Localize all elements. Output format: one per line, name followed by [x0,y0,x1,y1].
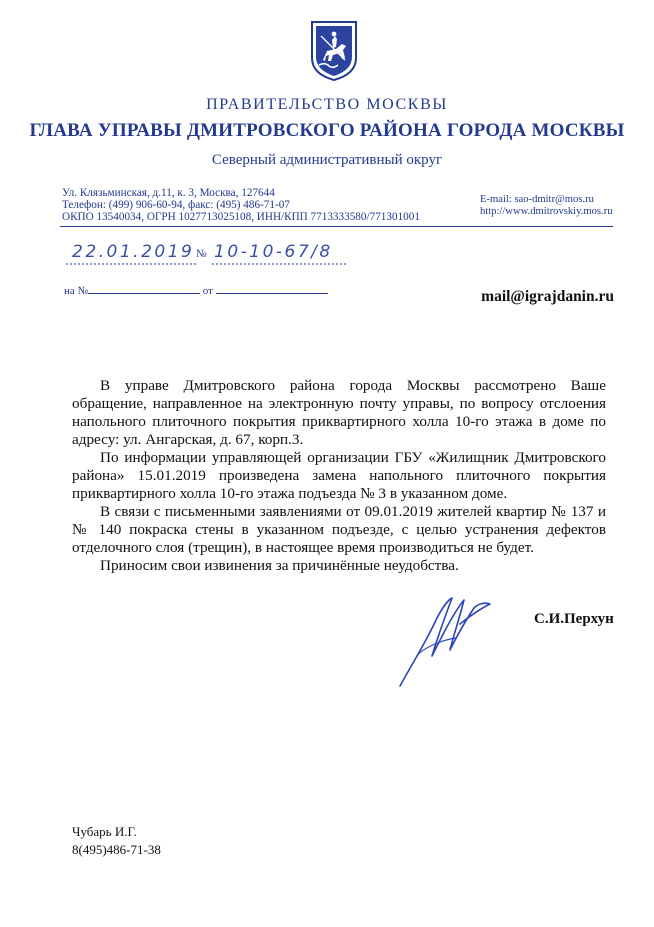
head-of-council-title: ГЛАВА УПРАВЫ ДМИТРОВСКОГО РАЙОНА ГОРОДА МОСКВЫ [29,120,625,141]
reply-date-blank [216,283,328,294]
government-title: ПРАВИТЕЛЬСТВО МОСКВЫ [206,96,448,113]
reply-number-label: на № [64,285,89,297]
body-paragraph: Приносим свои извинения за причинённые неудобства. [100,557,459,574]
moscow-coat-of-arms-icon [309,20,359,82]
signer-name: С.И.Перхун [534,611,614,627]
email-contact: E-mail: sao-dmitr@mos.ru [480,194,594,205]
executor-phone: 8(495)486-71-38 [72,842,161,857]
registry-codes-line: ОКПО 13540034, ОГРН 1027713025108, ИНН/КПП 7713333580/771301001 [62,211,420,223]
recipient-address: mail@igrajdanin.ru [481,288,614,305]
executor-name: Чубарь И.Г. [72,824,137,839]
website-contact: http://www.dmitrovskiy.mos.ru [480,206,613,217]
body-paragraph: В управе Дмитровского района города Москвы рассмотрено Ваше обращение, направленное на электронную почту управы, по вопросу отслоения напольного плиточного покрытия приквартирного холла 10-го этажа в доме по адресу: ул. Ангарская, д. 67, корп.3. [72,377,606,448]
district-name: Северный административный округ [211,152,443,168]
reply-date-label: от [202,285,213,297]
registration-number: 10-10-67/8 [214,242,333,262]
address-line: Ул. Клязьминская, д.11, к. 3, Москва, 127644 [62,187,275,199]
phone-fax-line: Телефон: (499) 906-60-94, факс: (495) 486-71-07 [62,199,290,211]
body-paragraph: В связи с письменными заявлениями от 09.01.2019 жителей квартир № 137 и № 140 покраска стены в указанном подъезде, с целью устранения дефектов отделочного слоя (трещин), в настоящее время производиться не будет. [72,503,606,556]
registration-date: 22.01.2019 [72,242,195,262]
header-divider [60,226,613,227]
reply-reference-line [64,283,328,297]
body-paragraph: По информации управляющей организации ГБУ «Жилищник Дмитровского района» 15.01.2019 произведена замена напольного плиточного покрытия приквартирного холла 10-го этажа подъезда № 3 в указанном доме. [72,449,606,502]
letter-body [72,377,606,575]
handwritten-signature [398,594,493,690]
number-sign: № [196,248,207,260]
reply-number-blank [88,283,200,294]
